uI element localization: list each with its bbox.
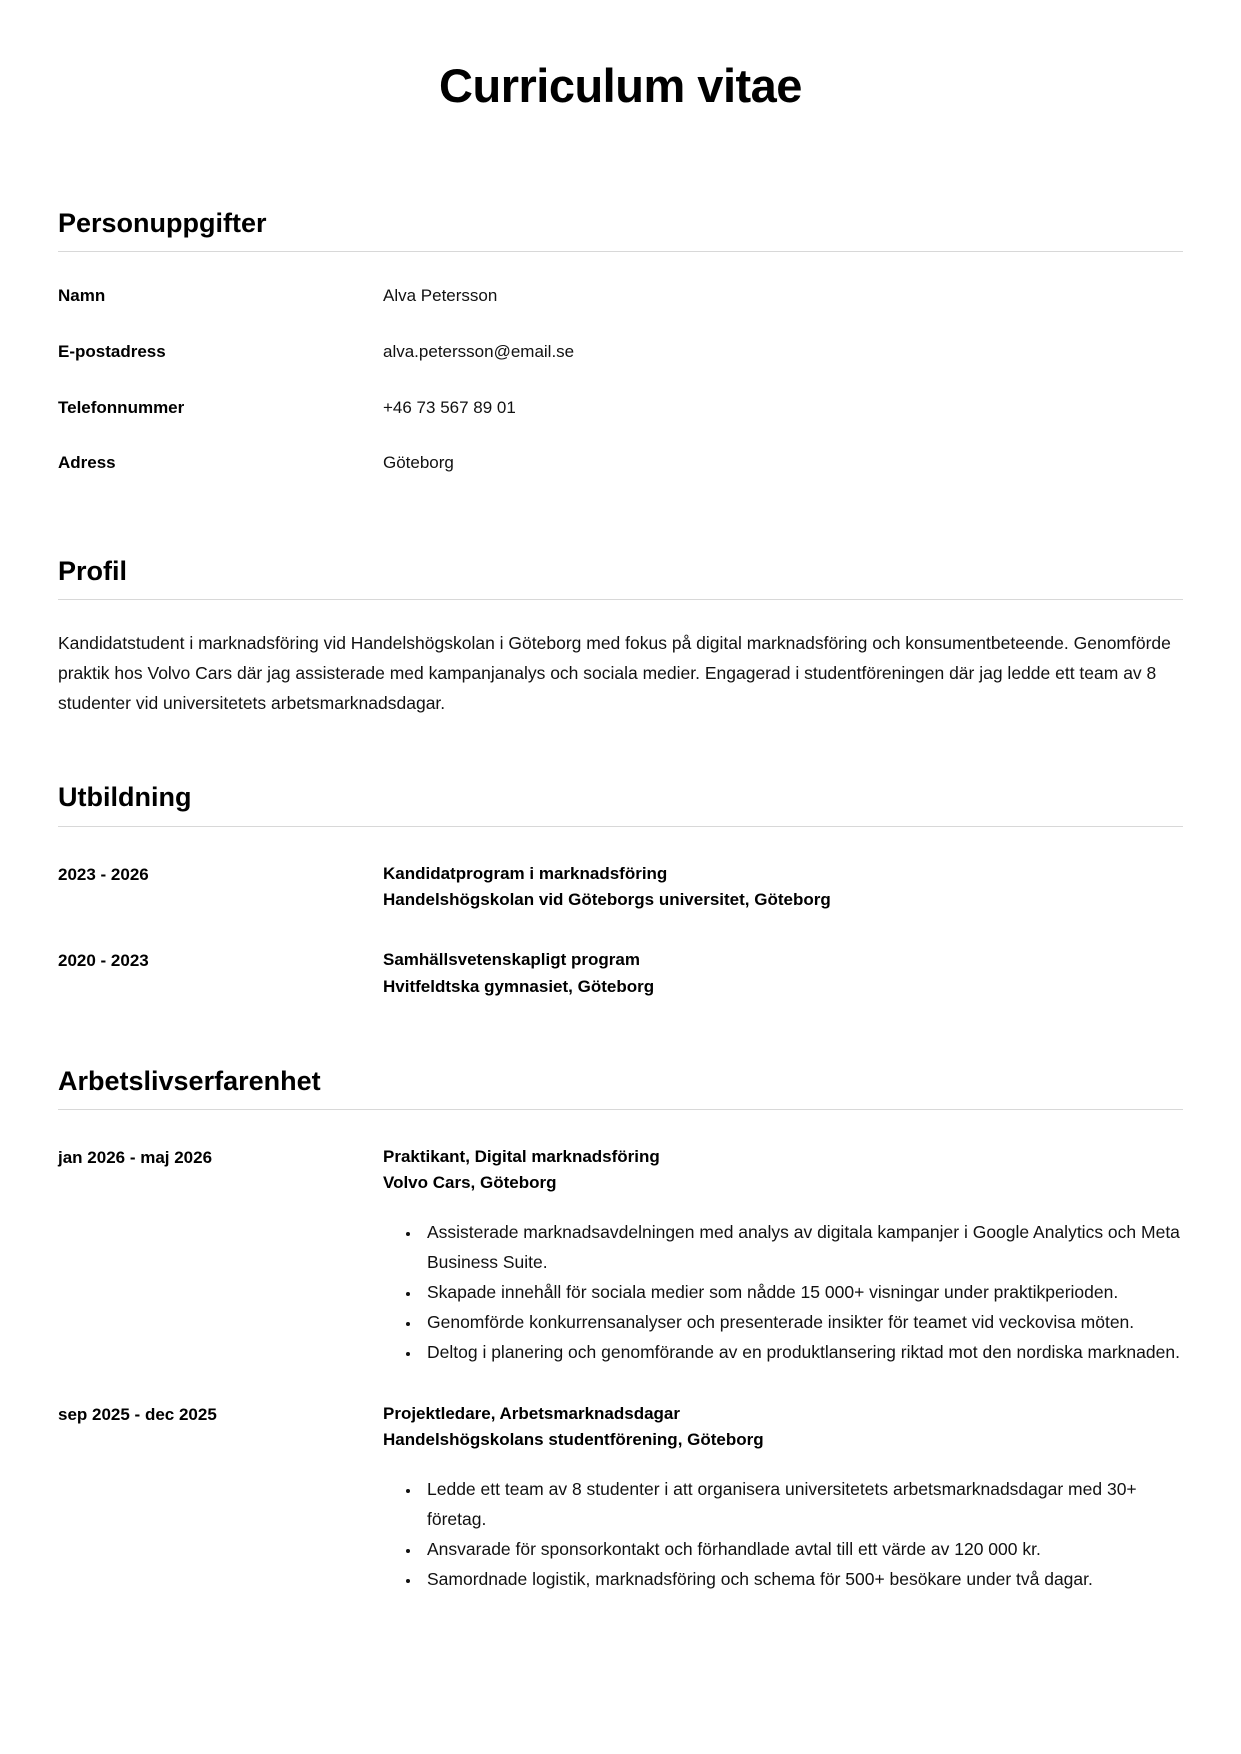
section-profile xyxy=(58,554,1183,718)
entry-organisation: Handelshögskolan vid Göteborgs universitet, Göteborg xyxy=(383,889,831,909)
entry-body xyxy=(383,947,1183,1000)
entry-title: Samhällsvetenskapligt program xyxy=(383,950,640,970)
section-education xyxy=(58,780,1183,999)
entry-date: 2023 - 2026 xyxy=(58,864,149,884)
entry-date: sep 2025 - dec 2025 xyxy=(58,1405,217,1425)
experience-entry xyxy=(58,1401,1183,1594)
section-divider xyxy=(58,599,1183,600)
section-divider xyxy=(58,826,1183,827)
page-title: Curriculum vitae xyxy=(439,59,802,112)
education-entry xyxy=(58,947,1183,1000)
section-divider xyxy=(58,251,1183,252)
detail-value: Göteborg xyxy=(383,453,454,473)
entry-body xyxy=(383,861,1183,914)
section-divider xyxy=(58,1109,1183,1110)
detail-row xyxy=(58,396,1183,421)
list-item: • Deltog i planering och genomförande av en produktlansering riktad mot den nordiska marknaden. xyxy=(421,1337,1183,1367)
detail-value: alva.petersson@email.se xyxy=(383,342,575,362)
entry-title: Projektledare, Arbetsmarknadsdagar xyxy=(383,1404,680,1424)
list-item: • Ledde ett team av 8 studenter i att organisera universitetets arbetsmarknadsdagar med 30+ företag. xyxy=(421,1474,1183,1534)
list-item: • Assisterade marknadsavdelningen med analys av digitala kampanjer i Google Analytics och Meta Business Suite. xyxy=(421,1217,1183,1277)
detail-value: +46 73 567 89 01 xyxy=(383,397,516,417)
detail-label: E-postadress xyxy=(58,342,166,362)
section-heading-profile: Profil xyxy=(58,556,128,587)
section-work-experience xyxy=(58,1064,1183,1594)
entry-organisation: Hvitfeldtska gymnasiet, Göteborg xyxy=(383,976,655,996)
entry-date: 2020 - 2023 xyxy=(58,951,149,971)
list-item: • Skapade innehåll för sociala medier som nådde 15 000+ visningar under praktikperioden. xyxy=(421,1277,1183,1307)
detail-label: Telefonnummer xyxy=(58,397,185,417)
entry-title: Kandidatprogram i marknadsföring xyxy=(383,863,668,883)
experience-entry xyxy=(58,1144,1183,1367)
entry-date: jan 2026 - maj 2026 xyxy=(58,1147,213,1167)
profile-paragraph: Kandidatstudent i marknadsföring vid Handelshögskolan i Göteborg med fokus på digital marknadsföring och konsumentbeteende. Genomförde praktik hos Volvo Cars där jag assisterade med kampanjanalys och sociala medier. Engagerad i studentföreningen där jag ledde ett team av 8 studenter vid universitetets arbetsmarknadsdagar. xyxy=(58,633,1171,714)
section-heading-personal: Personuppgifter xyxy=(58,208,267,239)
section-heading-education: Utbildning xyxy=(58,782,192,813)
entry-bullet-list xyxy=(383,1217,1183,1367)
education-entry xyxy=(58,861,1183,914)
list-item: • Ansvarade för sponsorkontakt och förhandlade avtal till ett värde av 120 000 kr. xyxy=(421,1534,1183,1564)
detail-label: Adress xyxy=(58,453,116,473)
detail-row xyxy=(58,340,1183,365)
personal-details-list xyxy=(58,284,1183,476)
entry-body xyxy=(383,1401,1183,1594)
list-item: • Genomförde konkurrensanalyser och presenterade insikter för teamet vid veckovisa möten. xyxy=(421,1307,1183,1337)
entry-bullet-list xyxy=(383,1474,1183,1594)
detail-row xyxy=(58,284,1183,309)
detail-value: Alva Petersson xyxy=(383,286,498,306)
section-heading-experience: Arbetslivserfarenhet xyxy=(58,1065,321,1096)
entry-organisation: Handelshögskolans studentförening, Göteborg xyxy=(383,1430,764,1450)
entry-title: Praktikant, Digital marknadsföring xyxy=(383,1146,660,1166)
entry-organisation: Volvo Cars, Göteborg xyxy=(383,1173,557,1193)
detail-row xyxy=(58,451,1183,476)
entry-body xyxy=(383,1144,1183,1367)
list-item: • Samordnade logistik, marknadsföring och schema för 500+ besökare under två dagar. xyxy=(421,1564,1183,1594)
section-personal-details xyxy=(58,206,1183,476)
detail-label: Namn xyxy=(58,286,106,306)
